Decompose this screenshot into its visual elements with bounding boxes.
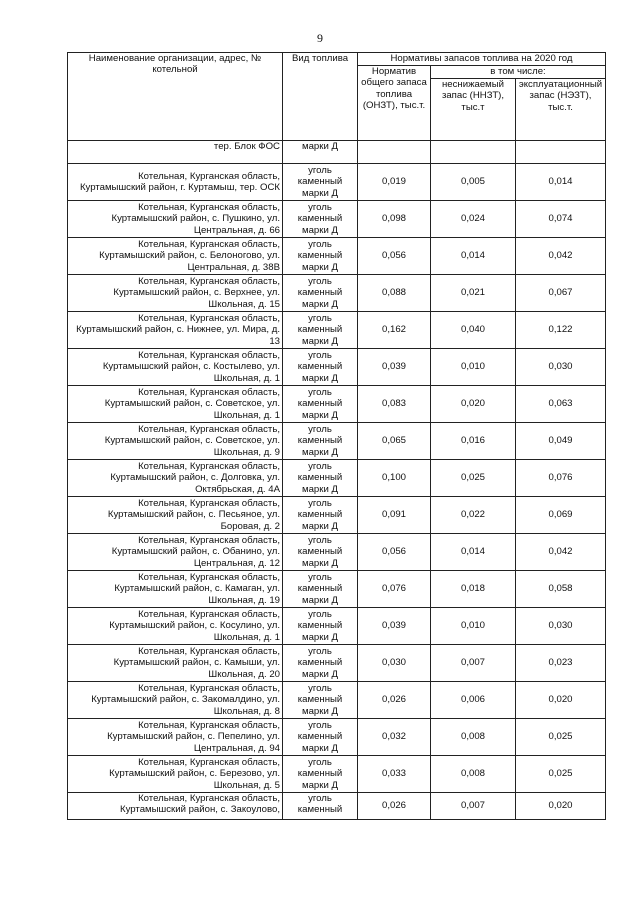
cell-nezt <box>516 141 606 164</box>
cell-nnzt: 0,006 <box>431 682 516 719</box>
cell-name: Котельная, Курганская область, Куртамышский район, с. Белоногово, ул. Центральная, д. 38В <box>68 238 283 275</box>
cell-name: Котельная, Курганская область, Куртамышский район, с. Долговка, ул. Октябрьская, д. 4А <box>68 460 283 497</box>
cell-fuel: уголь каменный марки Д <box>283 312 358 349</box>
cell-name: Котельная, Курганская область, Куртамышский район, с. Камаган, ул. Школьная, д. 19 <box>68 571 283 608</box>
table-row <box>68 534 606 571</box>
cell-nnzt: 0,014 <box>431 534 516 571</box>
cell-fuel: марки Д <box>283 141 358 164</box>
header-including: в том числе: <box>431 66 606 79</box>
cell-total: 0,033 <box>358 756 431 793</box>
table-row-last <box>68 793 606 820</box>
cell-nnzt: 0,014 <box>431 238 516 275</box>
cell-fuel: уголь каменный марки Д <box>283 645 358 682</box>
cell-nnzt: 0,010 <box>431 349 516 386</box>
header-nezt: эксплуатационный запас (НЭЗТ), тыс.т. <box>516 79 606 141</box>
header-total: Норматив общего запаса топлива (ОНЗТ), тыс.т. <box>358 66 431 141</box>
table-row <box>68 164 606 201</box>
cell-fuel: уголь каменный марки Д <box>283 571 358 608</box>
cell-total: 0,083 <box>358 386 431 423</box>
table-row <box>68 571 606 608</box>
cell-nnzt: 0,005 <box>431 164 516 201</box>
cell-nnzt: 0,010 <box>431 608 516 645</box>
cell-total: 0,091 <box>358 497 431 534</box>
cell-name: Котельная, Курганская область, Куртамышский район, с. Косулино, ул. Школьная, д. 1 <box>68 608 283 645</box>
cell-total: 0,039 <box>358 349 431 386</box>
cell-fuel: уголь каменный марки Д <box>283 238 358 275</box>
cell-fuel: уголь каменный марки Д <box>283 756 358 793</box>
cell-nezt: 0,122 <box>516 312 606 349</box>
cell-total: 0,026 <box>358 682 431 719</box>
cell-nezt: 0,025 <box>516 719 606 756</box>
cell-nnzt: 0,020 <box>431 386 516 423</box>
cell-name: Котельная, Курганская область, Куртамышский район, с. Советское, ул. Школьная, д. 9 <box>68 423 283 460</box>
cell-fuel: уголь каменный марки Д <box>283 201 358 238</box>
cell-fuel: уголь каменный марки Д <box>283 164 358 201</box>
cell-nezt: 0,030 <box>516 608 606 645</box>
cell-nnzt: 0,018 <box>431 571 516 608</box>
cell-fuel: уголь каменный марки Д <box>283 608 358 645</box>
cell-nezt: 0,020 <box>516 682 606 719</box>
cell-fuel: уголь каменный марки Д <box>283 423 358 460</box>
table-row <box>68 238 606 275</box>
cell-nezt: 0,074 <box>516 201 606 238</box>
cell-total: 0,026 <box>358 793 431 820</box>
cell-nnzt: 0,016 <box>431 423 516 460</box>
cell-name: Котельная, Курганская область, Куртамышский район, с. Пушкино, ул. Центральная, д. 66 <box>68 201 283 238</box>
cell-total: 0,162 <box>358 312 431 349</box>
cell-name: Котельная, Курганская область, Куртамышский район, с. Пепелино, ул. Центральная, д. 94 <box>68 719 283 756</box>
cell-nnzt: 0,025 <box>431 460 516 497</box>
cell-nezt: 0,014 <box>516 164 606 201</box>
cell-nezt: 0,020 <box>516 793 606 820</box>
cell-total: 0,019 <box>358 164 431 201</box>
header-nnzt: неснижаемый запас (ННЗТ), тыс.т <box>431 79 516 141</box>
cell-nnzt: 0,024 <box>431 201 516 238</box>
cell-fuel: уголь каменный марки Д <box>283 349 358 386</box>
cell-total: 0,056 <box>358 238 431 275</box>
cell-total: 0,056 <box>358 534 431 571</box>
table-row <box>68 460 606 497</box>
table-row <box>68 497 606 534</box>
cell-total: 0,100 <box>358 460 431 497</box>
table-row <box>68 682 606 719</box>
cell-fuel: уголь каменный марки Д <box>283 497 358 534</box>
cell-nezt: 0,049 <box>516 423 606 460</box>
cell-fuel: уголь каменный марки Д <box>283 386 358 423</box>
table-row <box>68 312 606 349</box>
table-row <box>68 423 606 460</box>
cell-total: 0,039 <box>358 608 431 645</box>
cell-name: Котельная, Курганская область, Куртамышский район, с. Нижнее, ул. Мира, д. 13 <box>68 312 283 349</box>
cell-name: Котельная, Курганская область, Куртамышский район, г. Куртамыш, тер. ОСК <box>68 164 283 201</box>
cell-nnzt: 0,008 <box>431 719 516 756</box>
table-row <box>68 608 606 645</box>
table-row <box>68 719 606 756</box>
cell-fuel: уголь каменный марки Д <box>283 534 358 571</box>
cell-total: 0,030 <box>358 645 431 682</box>
page-number: 9 <box>317 31 323 45</box>
cell-name: Котельная, Курганская область, Куртамышский район, с. Закоулово, <box>68 793 283 820</box>
cell-name: тер. Блок ФОС <box>68 141 283 164</box>
cell-total: 0,065 <box>358 423 431 460</box>
cell-name: Котельная, Курганская область, Куртамышский район, с. Костылево, ул. Школьная, д. 1 <box>68 349 283 386</box>
cell-nezt: 0,025 <box>516 756 606 793</box>
cell-nnzt: 0,021 <box>431 275 516 312</box>
cell-name: Котельная, Курганская область, Куртамышский район, с. Песьяное, ул. Боровая, д. 2 <box>68 497 283 534</box>
header-norms: Нормативы запасов топлива на 2020 год <box>358 53 606 66</box>
cell-fuel: уголь каменный марки Д <box>283 275 358 312</box>
header-fuel: Вид топлива <box>283 53 358 141</box>
table-row <box>68 275 606 312</box>
cell-total: 0,098 <box>358 201 431 238</box>
table-row <box>68 645 606 682</box>
cell-nezt: 0,063 <box>516 386 606 423</box>
cell-name: Котельная, Курганская область, Куртамышский район, с. Закомалдино, ул. Школьная, д. 8 <box>68 682 283 719</box>
cell-nnzt: 0,007 <box>431 645 516 682</box>
cell-nnzt: 0,008 <box>431 756 516 793</box>
table-row <box>68 201 606 238</box>
table-row <box>68 349 606 386</box>
table-row <box>68 756 606 793</box>
cell-nezt: 0,076 <box>516 460 606 497</box>
cell-name: Котельная, Курганская область, Куртамышский район, с. Советское, ул. Школьная, д. 1 <box>68 386 283 423</box>
cell-fuel: уголь каменный <box>283 793 358 820</box>
cell-nezt: 0,067 <box>516 275 606 312</box>
cell-fuel: уголь каменный марки Д <box>283 719 358 756</box>
cell-nnzt: 0,007 <box>431 793 516 820</box>
cell-nezt: 0,030 <box>516 349 606 386</box>
cell-name: Котельная, Курганская область, Куртамышский район, с. Верхнее, ул. Школьная, д. 15 <box>68 275 283 312</box>
cell-nezt: 0,069 <box>516 497 606 534</box>
cell-fuel: уголь каменный марки Д <box>283 682 358 719</box>
cell-fuel: уголь каменный марки Д <box>283 460 358 497</box>
cell-nezt: 0,042 <box>516 534 606 571</box>
cell-nnzt <box>431 141 516 164</box>
cell-name: Котельная, Курганская область, Куртамышский район, с. Обанино, ул. Центральная, д. 12 <box>68 534 283 571</box>
cell-total: 0,076 <box>358 571 431 608</box>
cell-nezt: 0,058 <box>516 571 606 608</box>
fuel-norms-table <box>67 52 606 820</box>
cell-nezt: 0,023 <box>516 645 606 682</box>
cell-total: 0,032 <box>358 719 431 756</box>
cell-total <box>358 141 431 164</box>
cell-name: Котельная, Курганская область, Куртамышский район, с. Березово, ул. Школьная, д. 5 <box>68 756 283 793</box>
cell-name: Котельная, Курганская область, Куртамышский район, с. Камыши, ул. Школьная, д. 20 <box>68 645 283 682</box>
table-row-continuation <box>68 141 606 164</box>
cell-total: 0,088 <box>358 275 431 312</box>
header-name: Наименование организации, адрес, № котельной <box>68 53 283 141</box>
cell-nezt: 0,042 <box>516 238 606 275</box>
cell-nnzt: 0,040 <box>431 312 516 349</box>
table-row <box>68 386 606 423</box>
cell-nnzt: 0,022 <box>431 497 516 534</box>
